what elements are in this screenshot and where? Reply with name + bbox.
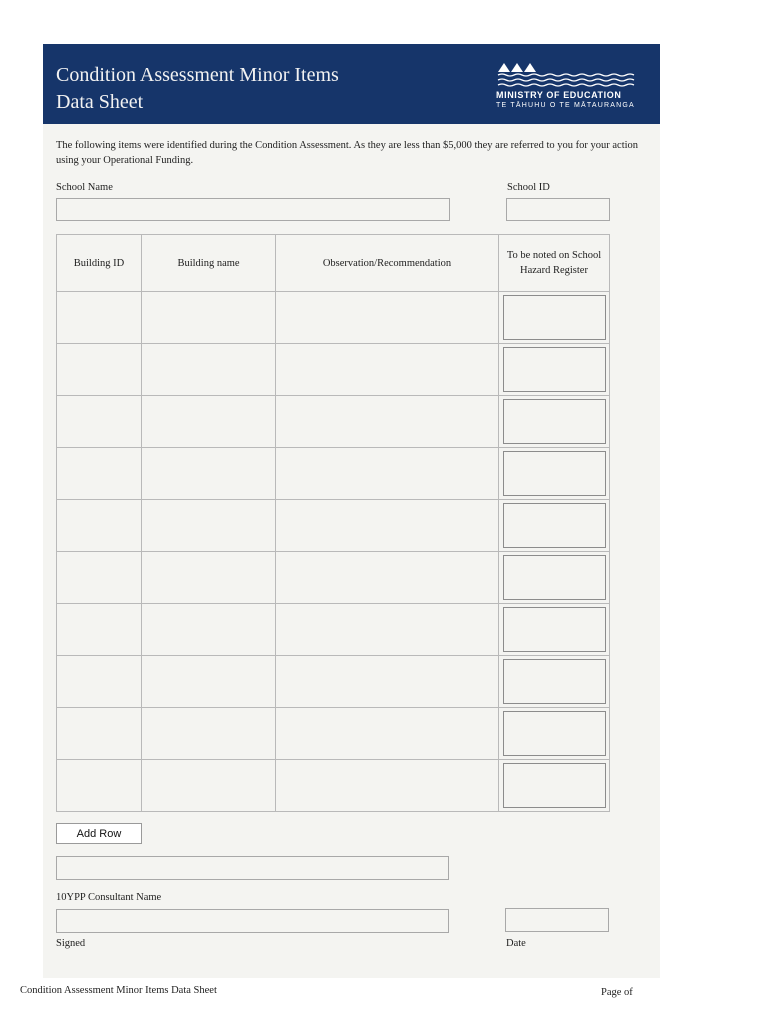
observation-cell[interactable] bbox=[276, 448, 499, 500]
building-name-cell[interactable] bbox=[142, 344, 276, 396]
building-id-cell[interactable] bbox=[57, 344, 142, 396]
building-id-cell[interactable] bbox=[57, 396, 142, 448]
table-row bbox=[57, 604, 610, 656]
building-name-cell[interactable] bbox=[142, 708, 276, 760]
mountain-wave-logo-icon bbox=[496, 60, 636, 88]
title-line-2: Data Sheet bbox=[56, 91, 144, 113]
observation-cell[interactable] bbox=[276, 656, 499, 708]
observation-cell[interactable] bbox=[276, 292, 499, 344]
building-name-cell[interactable] bbox=[142, 604, 276, 656]
hazard-register-field[interactable] bbox=[503, 399, 606, 444]
add-row-button[interactable]: Add Row bbox=[56, 823, 142, 844]
hazard-register-cell bbox=[499, 656, 610, 708]
table-row bbox=[57, 500, 610, 552]
hazard-register-cell bbox=[499, 604, 610, 656]
observation-cell[interactable] bbox=[276, 708, 499, 760]
building-name-cell[interactable] bbox=[142, 396, 276, 448]
consultant-name-input[interactable] bbox=[56, 856, 449, 880]
intro-text: The following items were identified during the Condition Assessment. As they are less than $5,000 they are referred to you for your action using your Operational Funding. bbox=[56, 140, 639, 166]
hazard-register-field[interactable] bbox=[503, 659, 606, 704]
ministry-logo bbox=[496, 60, 636, 112]
observation-cell[interactable] bbox=[276, 760, 499, 812]
hazard-register-field[interactable] bbox=[503, 607, 606, 652]
hazard-register-cell bbox=[499, 760, 610, 812]
consultant-name-label: 10YPP Consultant Name bbox=[56, 892, 162, 903]
items-table bbox=[56, 234, 610, 812]
footer-page-number: Page of bbox=[601, 987, 633, 998]
hazard-register-cell bbox=[499, 448, 610, 500]
building-id-cell[interactable] bbox=[57, 656, 142, 708]
building-id-cell[interactable] bbox=[57, 448, 142, 500]
building-name-cell[interactable] bbox=[142, 500, 276, 552]
hazard-register-field[interactable] bbox=[503, 451, 606, 496]
observation-cell[interactable] bbox=[276, 552, 499, 604]
column-header-observation: Observation/Recommendation bbox=[276, 235, 499, 292]
items-table-body bbox=[57, 292, 610, 812]
building-id-cell[interactable] bbox=[57, 604, 142, 656]
building-id-cell[interactable] bbox=[57, 552, 142, 604]
page-title bbox=[56, 62, 339, 116]
school-id-label: School ID bbox=[507, 182, 550, 193]
column-header-hazard-register: To be noted on School Hazard Register bbox=[499, 235, 610, 292]
logo-subtitle: TE TĀHUHU O TE MĀTAURANGA bbox=[496, 102, 635, 109]
table-row bbox=[57, 396, 610, 448]
column-header-building-name: Building name bbox=[142, 235, 276, 292]
table-row bbox=[57, 708, 610, 760]
hazard-register-field[interactable] bbox=[503, 763, 606, 808]
signature-input[interactable] bbox=[56, 909, 449, 933]
observation-cell[interactable] bbox=[276, 500, 499, 552]
hazard-register-cell bbox=[499, 344, 610, 396]
table-row bbox=[57, 552, 610, 604]
hazard-register-cell bbox=[499, 396, 610, 448]
table-header-row bbox=[57, 235, 610, 292]
column-header-building-id: Building ID bbox=[57, 235, 142, 292]
hazard-register-cell bbox=[499, 500, 610, 552]
footer-doc-title: Condition Assessment Minor Items Data Sheet bbox=[20, 985, 217, 996]
school-id-input[interactable] bbox=[506, 198, 610, 221]
hazard-register-field[interactable] bbox=[503, 295, 606, 340]
hazard-register-cell bbox=[499, 552, 610, 604]
building-name-cell[interactable] bbox=[142, 292, 276, 344]
building-name-cell[interactable] bbox=[142, 448, 276, 500]
hazard-register-field[interactable] bbox=[503, 347, 606, 392]
observation-cell[interactable] bbox=[276, 396, 499, 448]
table-row bbox=[57, 344, 610, 396]
hazard-register-cell bbox=[499, 708, 610, 760]
table-row bbox=[57, 656, 610, 708]
building-name-cell[interactable] bbox=[142, 656, 276, 708]
observation-cell[interactable] bbox=[276, 604, 499, 656]
hazard-register-field[interactable] bbox=[503, 711, 606, 756]
date-label: Date bbox=[506, 938, 526, 949]
header-banner bbox=[43, 44, 660, 124]
observation-cell[interactable] bbox=[276, 344, 499, 396]
title-line-1: Condition Assessment Minor Items bbox=[56, 64, 339, 86]
hazard-register-cell bbox=[499, 292, 610, 344]
building-name-cell[interactable] bbox=[142, 760, 276, 812]
table-row bbox=[57, 760, 610, 812]
building-id-cell[interactable] bbox=[57, 500, 142, 552]
hazard-register-field[interactable] bbox=[503, 555, 606, 600]
hazard-register-field[interactable] bbox=[503, 503, 606, 548]
building-id-cell[interactable] bbox=[57, 760, 142, 812]
logo-wordmark: MINISTRY OF EDUCATION bbox=[496, 90, 622, 100]
table-row bbox=[57, 292, 610, 344]
form-sheet bbox=[43, 44, 660, 978]
date-input[interactable] bbox=[505, 908, 609, 932]
building-name-cell[interactable] bbox=[142, 552, 276, 604]
table-row bbox=[57, 448, 610, 500]
signed-label: Signed bbox=[56, 938, 86, 949]
school-name-label: School Name bbox=[56, 182, 113, 193]
building-id-cell[interactable] bbox=[57, 708, 142, 760]
building-id-cell[interactable] bbox=[57, 292, 142, 344]
school-name-input[interactable] bbox=[56, 198, 450, 221]
